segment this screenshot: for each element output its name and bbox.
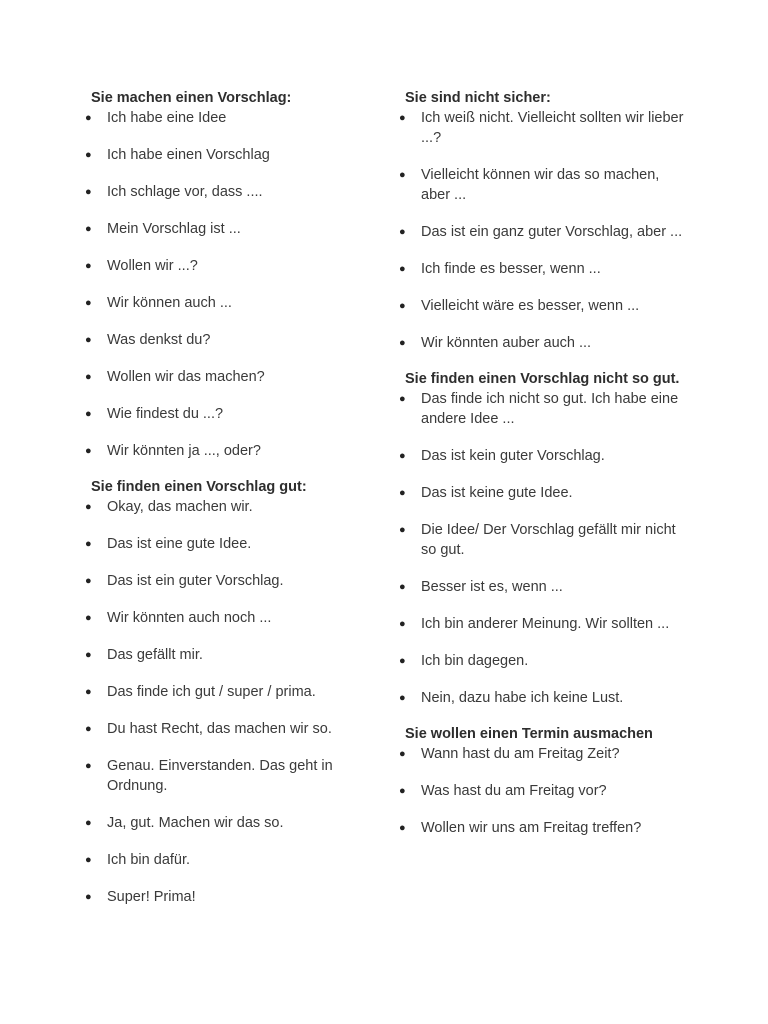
section-sie-machen-einen-vorschlag (84, 88, 374, 461)
bullet-icon: ● (399, 393, 406, 405)
bullet-icon: ● (399, 692, 406, 704)
bullet-list (398, 744, 690, 838)
list-item-text: Ich bin anderer Meinung. Wir sollten ... (421, 616, 670, 632)
list-item (398, 577, 690, 597)
list-item-text: Mein Vorschlag ist ... (107, 221, 241, 237)
bullet-icon: ● (85, 538, 92, 550)
list-item (84, 145, 374, 165)
list-item-text: Die Idee/ Der Vorschlag gefällt mir nicht so gut. (421, 522, 676, 558)
bullet-icon: ● (85, 371, 92, 383)
bullet-icon: ● (85, 501, 92, 513)
section-heading: Sie sind nicht sicher: (405, 90, 551, 106)
list-item-text: Wann hast du am Freitag Zeit? (421, 746, 620, 762)
list-item-text: Wollen wir ...? (107, 258, 198, 274)
list-item (398, 296, 690, 316)
list-item-text: Das gefällt mir. (107, 647, 203, 663)
list-item-text: Wollen wir uns am Freitag treffen? (421, 820, 642, 836)
bullet-icon: ● (85, 760, 92, 772)
list-item-text: Ja, gut. Machen wir das so. (107, 815, 284, 831)
list-item (84, 367, 374, 387)
bullet-icon: ● (399, 487, 406, 499)
bullet-icon: ● (399, 226, 406, 238)
list-item (84, 850, 374, 870)
list-item-text: Ich schlage vor, dass .... (107, 184, 263, 200)
bullet-icon: ● (399, 748, 406, 760)
list-item (84, 182, 374, 202)
list-item-text: Was denkst du? (107, 332, 211, 348)
bullet-icon: ● (399, 785, 406, 797)
list-item (84, 645, 374, 665)
section-heading: Sie machen einen Vorschlag: (91, 90, 292, 106)
bullet-list (84, 497, 374, 907)
list-item (398, 614, 690, 634)
section-heading: Sie wollen einen Termin ausmachen (405, 726, 653, 742)
list-item (398, 520, 690, 560)
list-item (398, 446, 690, 466)
bullet-list (398, 389, 690, 708)
bullet-icon: ● (85, 408, 92, 420)
list-item-text: Ich bin dafür. (107, 852, 191, 868)
list-item (84, 256, 374, 276)
bullet-icon: ● (85, 854, 92, 866)
list-item-text: Das ist keine gute Idee. (421, 485, 573, 501)
bullet-icon: ● (399, 337, 406, 349)
list-item-text: Ich habe einen Vorschlag (107, 147, 270, 163)
list-item (398, 483, 690, 503)
bullet-icon: ● (399, 581, 406, 593)
list-item-text: Das ist ein ganz guter Vorschlag, aber ... (421, 224, 683, 240)
list-item (84, 441, 374, 461)
right-column (398, 88, 690, 838)
bullet-icon: ● (85, 612, 92, 624)
bullet-icon: ● (85, 149, 92, 161)
list-item (84, 404, 374, 424)
bullet-icon: ● (399, 655, 406, 667)
list-item (84, 571, 374, 591)
bullet-icon: ● (85, 334, 92, 346)
list-item-text: Wir könnten auch noch ... (107, 610, 272, 626)
bullet-icon: ● (85, 575, 92, 587)
list-item (84, 756, 374, 796)
list-item-text: Das ist ein guter Vorschlag. (107, 573, 284, 589)
bullet-icon: ● (399, 263, 406, 275)
list-item-text: Wollen wir das machen? (107, 369, 265, 385)
list-item-text: Super! Prima! (107, 889, 196, 905)
bullet-icon: ● (399, 822, 406, 834)
list-item-text: Ich habe eine Idee (107, 110, 227, 126)
bullet-icon: ● (85, 686, 92, 698)
bullet-icon: ● (85, 112, 92, 124)
list-item-text: Wie findest du ...? (107, 406, 224, 422)
bullet-list (84, 108, 374, 461)
list-item-text: Das ist kein guter Vorschlag. (421, 448, 605, 464)
bullet-icon: ● (85, 297, 92, 309)
section-sie-wollen-einen-termin-ausmachen (398, 724, 690, 838)
bullet-icon: ● (85, 260, 92, 272)
list-item-text: Du hast Recht, das machen wir so. (107, 721, 332, 737)
bullet-icon: ● (399, 300, 406, 312)
list-item (84, 608, 374, 628)
bullet-icon: ● (85, 445, 92, 457)
list-item (398, 781, 690, 801)
list-item (398, 389, 690, 429)
bullet-icon: ● (399, 524, 406, 536)
list-item-text: Ich weiß nicht. Vielleicht sollten wir lieber ...? (421, 110, 684, 146)
list-item-text: Okay, das machen wir. (107, 499, 253, 515)
list-item (84, 108, 374, 128)
list-item-text: Das finde ich gut / super / prima. (107, 684, 316, 700)
list-item (398, 333, 690, 353)
list-item-text: Ich bin dagegen. (421, 653, 529, 669)
list-item-text: Besser ist es, wenn ... (421, 579, 563, 595)
section-sie-finden-einen-vorschlag-nicht-so-gut (398, 369, 690, 708)
list-item-text: Ich finde es besser, wenn ... (421, 261, 601, 277)
bullet-icon: ● (85, 223, 92, 235)
bullet-icon: ● (399, 450, 406, 462)
list-item (84, 534, 374, 554)
list-item-text: Nein, dazu habe ich keine Lust. (421, 690, 624, 706)
list-item-text: Wir könnten ja ..., oder? (107, 443, 261, 459)
list-item (398, 165, 690, 205)
list-item (84, 293, 374, 313)
list-item-text: Was hast du am Freitag vor? (421, 783, 607, 799)
list-item (398, 688, 690, 708)
list-item-text: Wir können auch ... (107, 295, 232, 311)
list-item (398, 222, 690, 242)
list-item-text: Vielleicht können wir das so machen, aber ... (421, 167, 660, 203)
section-heading: Sie finden einen Vorschlag nicht so gut. (405, 371, 680, 387)
bullet-icon: ● (85, 817, 92, 829)
list-item-text: Das ist eine gute Idee. (107, 536, 252, 552)
bullet-icon: ● (85, 891, 92, 903)
bullet-icon: ● (399, 169, 406, 181)
list-item (398, 259, 690, 279)
list-item-text: Vielleicht wäre es besser, wenn ... (421, 298, 640, 314)
list-item (398, 818, 690, 838)
list-item (84, 887, 374, 907)
list-item-text: Wir könnten auber auch ... (421, 335, 592, 351)
section-heading: Sie finden einen Vorschlag gut: (91, 479, 307, 495)
list-item (84, 682, 374, 702)
list-item (84, 719, 374, 739)
left-column (84, 88, 374, 907)
list-item (84, 497, 374, 517)
list-item (398, 108, 690, 148)
bullet-icon: ● (399, 112, 406, 124)
list-item-text: Das finde ich nicht so gut. Ich habe eine andere Idee ... (421, 391, 679, 427)
section-sie-sind-nicht-sicher (398, 88, 690, 353)
bullet-list (398, 108, 690, 353)
bullet-icon: ● (399, 618, 406, 630)
list-item (84, 219, 374, 239)
bullet-icon: ● (85, 649, 92, 661)
bullet-icon: ● (85, 723, 92, 735)
bullet-icon: ● (85, 186, 92, 198)
list-item-text: Genau. Einverstanden. Das geht in Ordnung. (107, 758, 333, 794)
list-item (398, 744, 690, 764)
list-item (398, 651, 690, 671)
section-sie-finden-einen-vorschlag-gut (84, 477, 374, 907)
list-item (84, 813, 374, 833)
list-item (84, 330, 374, 350)
